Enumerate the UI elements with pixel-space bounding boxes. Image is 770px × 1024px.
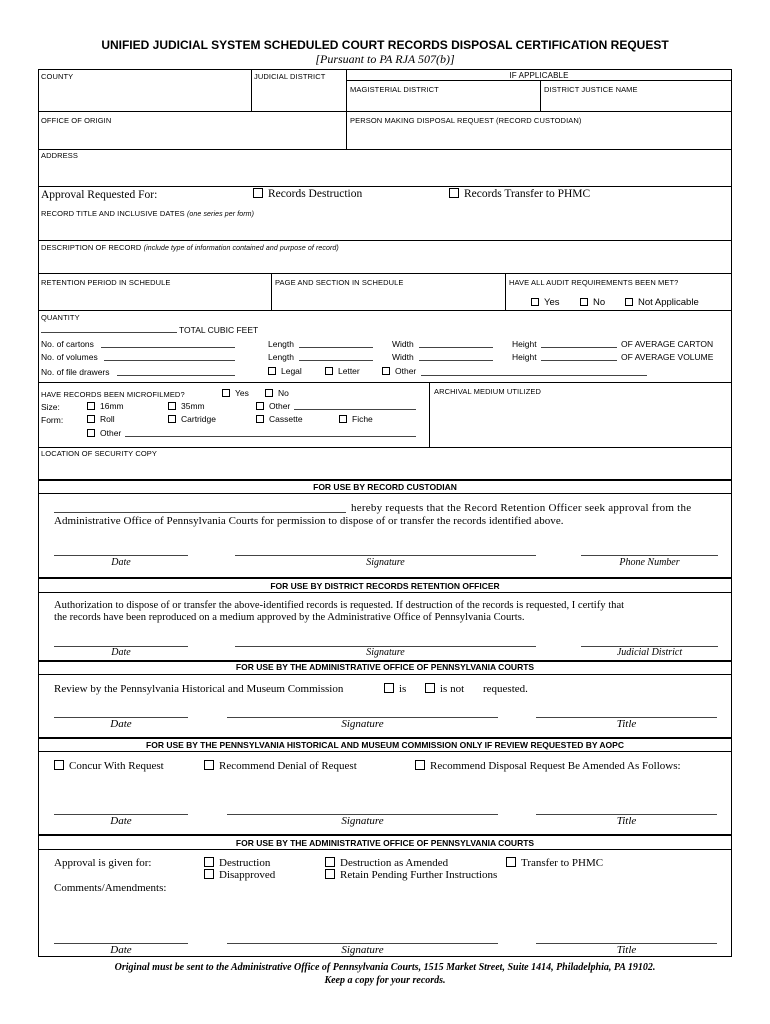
approval-given-label: Approval is given for: xyxy=(54,857,152,869)
aopc-approval-signature-caption: Signature xyxy=(341,944,384,956)
aopc-review-title-caption: Title xyxy=(616,718,637,730)
volume-length-label: Length xyxy=(268,352,294,362)
retention-officer-signature-caption: Signature xyxy=(366,647,405,658)
volume-width-line[interactable] xyxy=(419,360,493,361)
custodian-signature-line[interactable] xyxy=(235,555,536,556)
aopc-approval-date-caption: Date xyxy=(110,944,132,956)
carton-height-label: Height xyxy=(512,339,537,349)
review-is-not-checkbox[interactable] xyxy=(425,683,435,693)
file-drawers-label: No. of file drawers xyxy=(41,367,110,377)
size-other-option[interactable]: Other xyxy=(256,401,290,411)
avg-carton-label: OF AVERAGE CARTON xyxy=(621,339,714,349)
recommend-denial-checkbox[interactable] xyxy=(204,760,214,770)
county-label: COUNTY xyxy=(41,72,74,81)
audit-na-option[interactable]: Not Applicable xyxy=(625,297,699,308)
total-cubic-feet-label: TOTAL CUBIC FEET xyxy=(179,325,259,335)
county-field[interactable] xyxy=(39,81,250,110)
avg-volume-label: OF AVERAGE VOLUME xyxy=(621,352,714,362)
recommend-denial-option[interactable]: Recommend Denial of Request xyxy=(204,760,357,772)
volume-length-line[interactable] xyxy=(299,360,373,361)
legal-option[interactable]: Legal xyxy=(268,366,302,376)
size-16mm-checkbox[interactable] xyxy=(87,402,95,410)
approve-destruction-amended-checkbox[interactable] xyxy=(325,857,335,867)
retention-period-field[interactable] xyxy=(39,288,270,309)
if-applicable-label: IF APPLICABLE xyxy=(509,71,569,80)
volume-width-label: Width xyxy=(392,352,414,362)
person-making-request-label: PERSON MAKING DISPOSAL REQUEST (RECORD CUSTODIAN) xyxy=(350,116,582,125)
comments-amendments-label: Comments/Amendments: xyxy=(54,882,167,894)
records-transfer-checkbox[interactable] xyxy=(449,188,459,198)
page-section-field[interactable] xyxy=(272,288,504,309)
microfilmed-yes-checkbox[interactable] xyxy=(222,389,230,397)
legal-checkbox[interactable] xyxy=(268,367,276,375)
form-cassette-checkbox[interactable] xyxy=(256,415,264,423)
carton-width-label: Width xyxy=(392,339,414,349)
concur-option[interactable]: Concur With Request xyxy=(54,760,164,772)
archival-medium-label: ARCHIVAL MEDIUM UTILIZED xyxy=(434,387,541,396)
approve-retain-option[interactable]: Retain Pending Further Instructions xyxy=(325,869,497,881)
carton-width-line[interactable] xyxy=(419,347,493,348)
approve-destruction-checkbox[interactable] xyxy=(204,857,214,867)
custodian-request-text-1: hereby requests that the Record Retention Officer seek approval from the xyxy=(351,502,692,514)
form-fiche-checkbox[interactable] xyxy=(339,415,347,423)
description-field[interactable] xyxy=(39,253,731,272)
audit-requirements-label: HAVE ALL AUDIT REQUIREMENTS BEEN MET? xyxy=(509,278,679,287)
letter-checkbox[interactable] xyxy=(325,367,333,375)
approve-destruction-option[interactable]: Destruction xyxy=(204,857,270,869)
concur-checkbox[interactable] xyxy=(54,760,64,770)
custodian-section-heading: FOR USE BY RECORD CUSTODIAN xyxy=(313,482,457,492)
microfilmed-no-option[interactable]: No xyxy=(265,388,289,398)
description-label: DESCRIPTION OF RECORD (include type of information contained and purpose of record) xyxy=(41,243,339,252)
cartons-label: No. of cartons xyxy=(41,339,94,349)
aopc-review-section-heading: FOR USE BY THE ADMINISTRATIVE OFFICE OF PENNSYLVANIA COURTS xyxy=(235,662,535,672)
volume-height-line[interactable] xyxy=(541,360,617,361)
drawer-other-line[interactable] xyxy=(421,375,647,376)
judicial-district-field[interactable] xyxy=(252,81,345,110)
approve-transfer-checkbox[interactable] xyxy=(506,857,516,867)
audit-no-option[interactable]: No xyxy=(580,297,605,308)
custodian-request-text-2: Administrative Office of Pennsylvania Courts for permission to dispose of or transfer the records identified above. xyxy=(54,515,564,527)
aopc-approval-title-caption: Title xyxy=(616,944,637,956)
drawer-other-option[interactable]: Other xyxy=(382,366,416,376)
recommend-amend-checkbox[interactable] xyxy=(415,760,425,770)
phmc-signature-caption: Signature xyxy=(341,815,384,827)
size-16mm-option[interactable]: 16mm xyxy=(87,401,124,411)
quantity-label: QUANTITY xyxy=(41,313,80,322)
size-35mm-option[interactable]: 35mm xyxy=(168,401,205,411)
page-section-label: PAGE AND SECTION IN SCHEDULE xyxy=(275,278,404,287)
volume-height-label: Height xyxy=(512,352,537,362)
magisterial-district-field[interactable] xyxy=(347,94,539,110)
district-justice-name-field[interactable] xyxy=(541,94,731,110)
form-subtitle: [Pursuant to PA RJA 507(b)] xyxy=(315,52,455,66)
form-other-option[interactable]: Other xyxy=(87,428,121,438)
form-roll-checkbox[interactable] xyxy=(87,415,95,423)
aopc-review-signature-caption: Signature xyxy=(341,718,384,730)
custodian-name-line[interactable] xyxy=(54,512,346,513)
footer-instructions: Original must be sent to the Administrative Office of Pennsylvania Courts, 1515 Market Street, Suite 1414, Philadelphia, PA 19102. xyxy=(114,962,656,973)
retention-officer-section-heading: FOR USE BY DISTRICT RECORDS RETENTION OFFICER xyxy=(270,581,500,591)
person-making-request-field[interactable] xyxy=(347,126,731,148)
size-label: Size: xyxy=(41,402,60,412)
phmc-date-caption: Date xyxy=(110,815,132,827)
retention-officer-date-caption: Date xyxy=(111,647,131,658)
form-fiche-option[interactable]: Fiche xyxy=(339,414,373,424)
record-title-label: RECORD TITLE AND INCLUSIVE DATES (one series per form) xyxy=(41,209,255,218)
review-is-checkbox[interactable] xyxy=(384,683,394,693)
carton-length-label: Length xyxy=(268,339,294,349)
records-transfer-option[interactable]: Records Transfer to PHMC xyxy=(449,188,590,200)
review-is-not-option[interactable]: is not xyxy=(425,683,464,695)
review-is-option[interactable]: is xyxy=(384,683,406,695)
records-destruction-option[interactable]: Records Destruction xyxy=(253,188,362,200)
volumes-line[interactable] xyxy=(104,360,235,361)
audit-yes-option[interactable]: Yes xyxy=(531,297,560,308)
retention-officer-district-caption: Judicial District xyxy=(616,647,683,658)
approval-requested-label: Approval Requested For: xyxy=(41,189,158,201)
comments-amendments-field[interactable] xyxy=(54,896,718,938)
recommend-amend-option[interactable]: Recommend Disposal Request Be Amended As Follows: xyxy=(415,760,681,772)
footer-keep-copy: Keep a copy for your records. xyxy=(324,975,446,986)
office-of-origin-field[interactable] xyxy=(39,126,345,148)
security-copy-field[interactable] xyxy=(39,459,731,478)
address-label: ADDRESS xyxy=(41,151,78,160)
form-roll-option[interactable]: Roll xyxy=(87,414,115,424)
custodian-phone-caption: Phone Number xyxy=(619,557,680,568)
size-35mm-checkbox[interactable] xyxy=(168,402,176,410)
retention-officer-text-2: the records have been reproduced on a medium approved by the Administrative Office of Pennsylvania Courts. xyxy=(54,612,525,623)
phmc-section-heading: FOR USE BY THE PENNSYLVANIA HISTORICAL AND MUSEUM COMMISSION ONLY IF REVIEW REQUESTED BY AOPC xyxy=(146,740,624,750)
approve-retain-checkbox[interactable] xyxy=(325,869,335,879)
form-cartridge-checkbox[interactable] xyxy=(168,415,176,423)
cartons-line[interactable] xyxy=(101,347,235,348)
microfilmed-no-checkbox[interactable] xyxy=(265,389,273,397)
phmc-review-text: Review by the Pennsylvania Historical and Museum Commission xyxy=(54,683,344,695)
form-cassette-option[interactable]: Cassette xyxy=(256,414,303,424)
carton-length-line[interactable] xyxy=(299,347,373,348)
microfilmed-label: HAVE RECORDS BEEN MICROFILMED? xyxy=(41,390,185,399)
magisterial-district-label: MAGISTERIAL DISTRICT xyxy=(350,85,439,94)
aopc-review-date-caption: Date xyxy=(110,718,132,730)
approve-disapproved-checkbox[interactable] xyxy=(204,869,214,879)
approve-transfer-option[interactable]: Transfer to PHMC xyxy=(506,857,603,869)
size-other-line[interactable] xyxy=(294,409,416,410)
audit-na-checkbox[interactable] xyxy=(625,298,633,306)
audit-no-checkbox[interactable] xyxy=(580,298,588,306)
volumes-label: No. of volumes xyxy=(41,352,98,362)
custodian-phone-line[interactable] xyxy=(581,555,718,556)
retention-officer-text-1: Authorization to dispose of or transfer the above-identified records is requested. If destruction of the records is requested, I certify that xyxy=(54,600,625,611)
record-title-field[interactable] xyxy=(39,219,731,239)
custodian-signature-caption: Signature xyxy=(366,557,405,568)
drawer-other-checkbox[interactable] xyxy=(382,367,390,375)
security-copy-label: LOCATION OF SECURITY COPY xyxy=(41,449,157,458)
size-other-checkbox[interactable] xyxy=(256,402,264,410)
form-other-checkbox[interactable] xyxy=(87,429,95,437)
aopc-approval-section-heading: FOR USE BY THE ADMINISTRATIVE OFFICE OF PENNSYLVANIA COURTS xyxy=(235,838,535,848)
form-label: Form: xyxy=(41,415,64,425)
carton-height-line[interactable] xyxy=(541,347,617,348)
archival-medium-field[interactable] xyxy=(431,397,731,446)
custodian-date-line[interactable] xyxy=(54,555,188,556)
address-field[interactable] xyxy=(39,161,731,185)
office-of-origin-label: OFFICE OF ORIGIN xyxy=(41,116,112,125)
judicial-district-label: JUDICIAL DISTRICT xyxy=(254,72,326,81)
form-cartridge-option[interactable]: Cartridge xyxy=(168,414,216,424)
form-title: UNIFIED JUDICIAL SYSTEM SCHEDULED COURT RECORDS DISPOSAL CERTIFICATION REQUEST xyxy=(101,38,669,52)
district-justice-name-label: DISTRICT JUSTICE NAME xyxy=(544,85,638,94)
approve-destruction-amended-option[interactable]: Destruction as Amended xyxy=(325,857,448,869)
file-drawers-line[interactable] xyxy=(117,375,235,376)
retention-period-label: RETENTION PERIOD IN SCHEDULE xyxy=(41,278,171,287)
audit-yes-checkbox[interactable] xyxy=(531,298,539,306)
letter-option[interactable]: Letter xyxy=(325,366,360,376)
review-requested-text: requested. xyxy=(483,683,528,695)
phmc-title-caption: Title xyxy=(616,815,637,827)
approve-disapproved-option[interactable]: Disapproved xyxy=(204,869,275,881)
microfilmed-yes-option[interactable]: Yes xyxy=(222,388,249,398)
form-other-line[interactable] xyxy=(125,436,416,437)
phmc-amendments-field[interactable] xyxy=(54,776,718,810)
records-destruction-checkbox[interactable] xyxy=(253,188,263,198)
total-cubic-feet-line[interactable] xyxy=(41,332,177,333)
custodian-date-caption: Date xyxy=(111,557,131,568)
